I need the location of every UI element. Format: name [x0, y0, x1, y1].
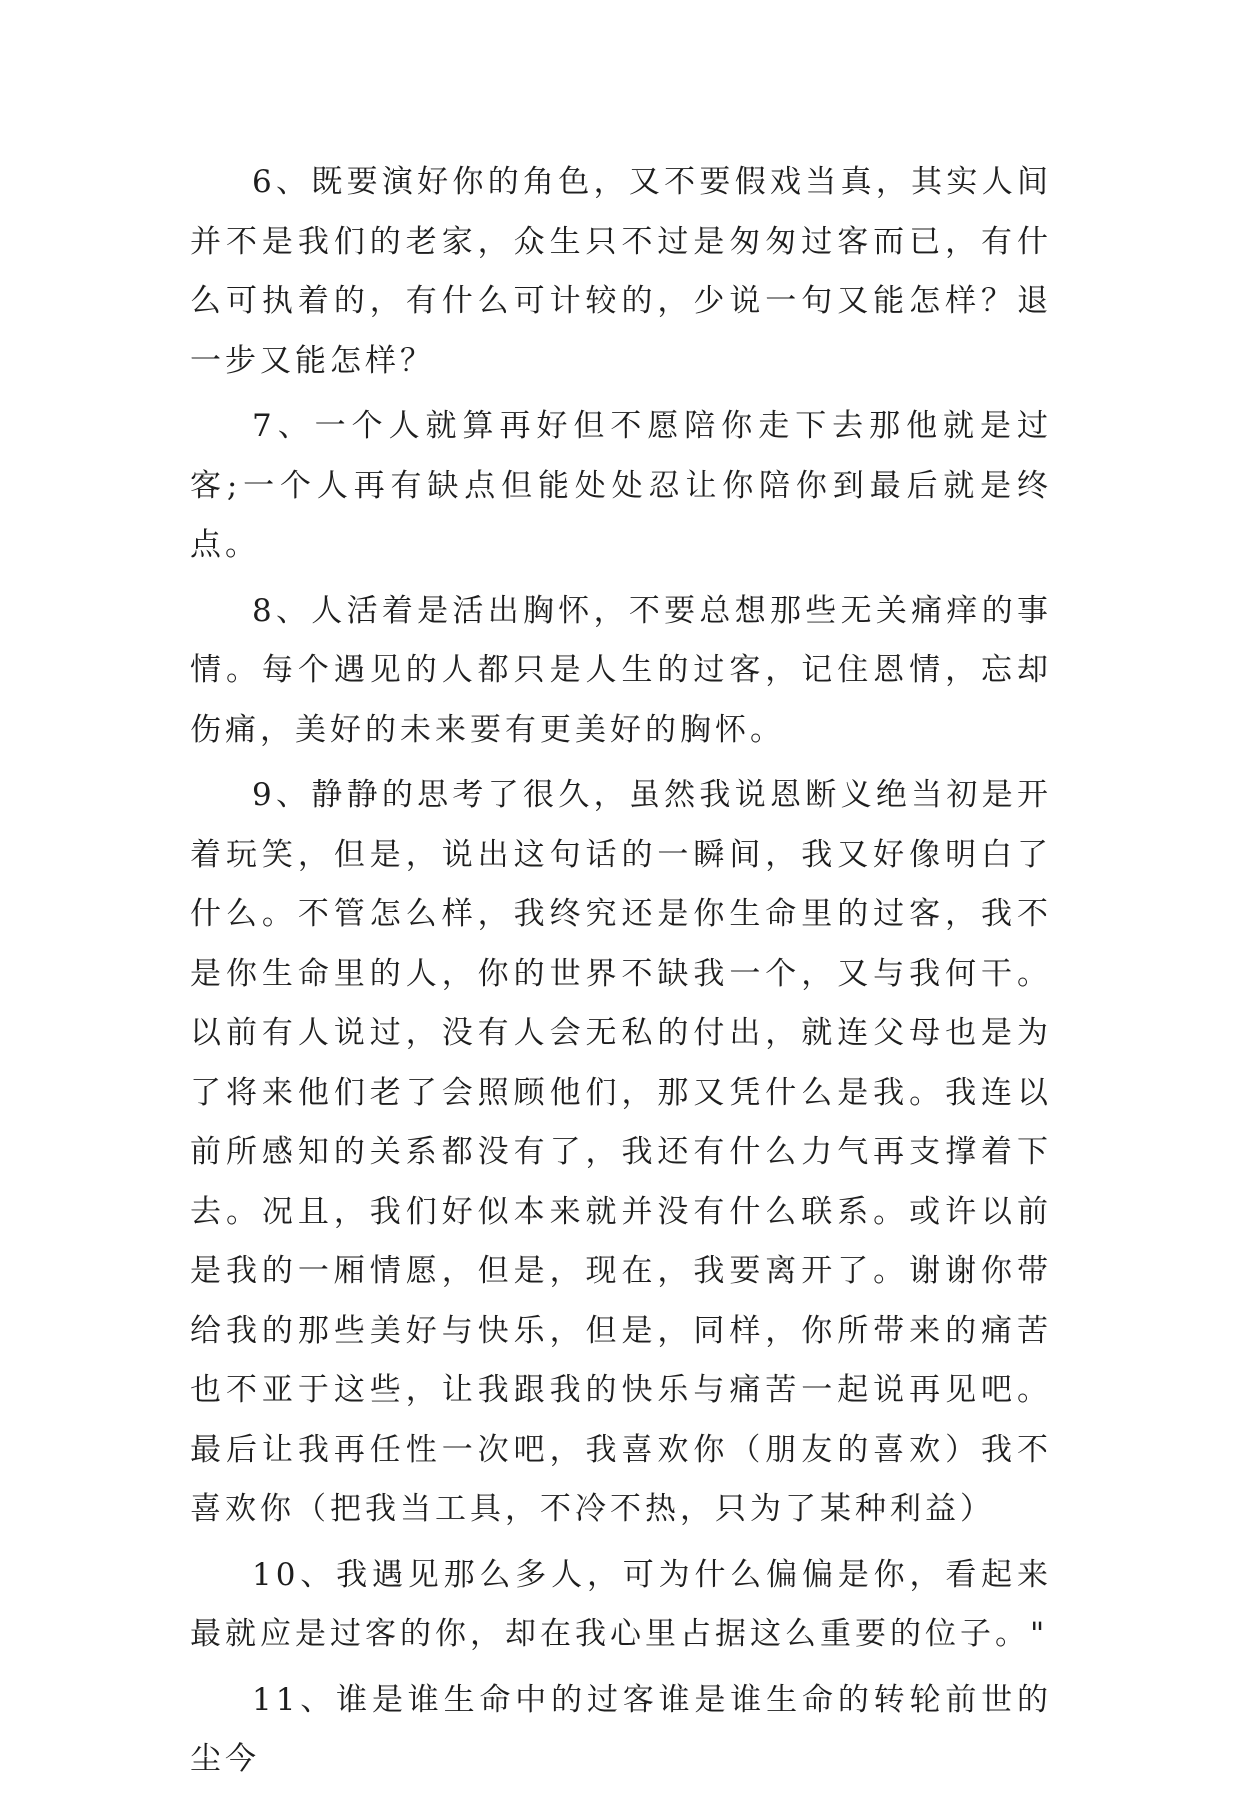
- paragraph-11: 11、谁是谁生命中的过客谁是谁生命的转轮前世的尘今: [190, 1681, 1052, 1777]
- paragraph-8: 8、人活着是活出胸怀，不要总想那些无关痛痒的事情。每个遇见的人都只是人生的过客，记住恩情，忘却伤痛，美好的未来要有更美好的胸怀。: [190, 592, 1052, 748]
- body-text: [190, 153, 1052, 1796]
- paragraph-7: 7、一个人就算再好但不愿陪你走下去那他就是过客;一个人再有缺点但能处处忍让你陪你到最后就是终点。: [190, 408, 1052, 563]
- paragraph-6: 6、既要演好你的角色，又不要假戏当真，其实人间并不是我们的老家，众生只不过是匆匆过客而已，有什么可执着的，有什么可计较的，少说一句又能怎样？退一步又能怎样？: [190, 164, 1052, 379]
- paragraph-9: 9、静静的思考了很久，虽然我说恩断义绝当初是开着玩笑，但是，说出这句话的一瞬间，我又好像明白了什么。不管怎么样，我终究还是你生命里的过客，我不是你生命里的人，你的世界不缺我一个，又与我何干。以前有人说过，没有人会无私的付出，就连父母也是为了将来他们老了会照顾他们，那又凭什么是我。我连以前所感知的关系都没有了，我还有什么力气再支撑着下去。况且，我们好似本来就并没有什么联系。或许以前是我的一厢情愿，但是，现在，我要离开了。谢谢你带给我的那些美好与快乐，但是，同样，你所带来的痛苦也不亚于这些，让我跟我的快乐与痛苦一起说再见吧。最后让我再任性一次吧，我喜欢你（朋友的喜欢）我不喜欢你（把我当工具，不冷不热，只为了某种利益）: [190, 777, 1052, 1527]
- paragraph-10: 10、我遇见那么多人，可为什么偏偏是你，看起来最就应是过客的你，却在我心里占据这么重要的位子。": [190, 1556, 1052, 1652]
